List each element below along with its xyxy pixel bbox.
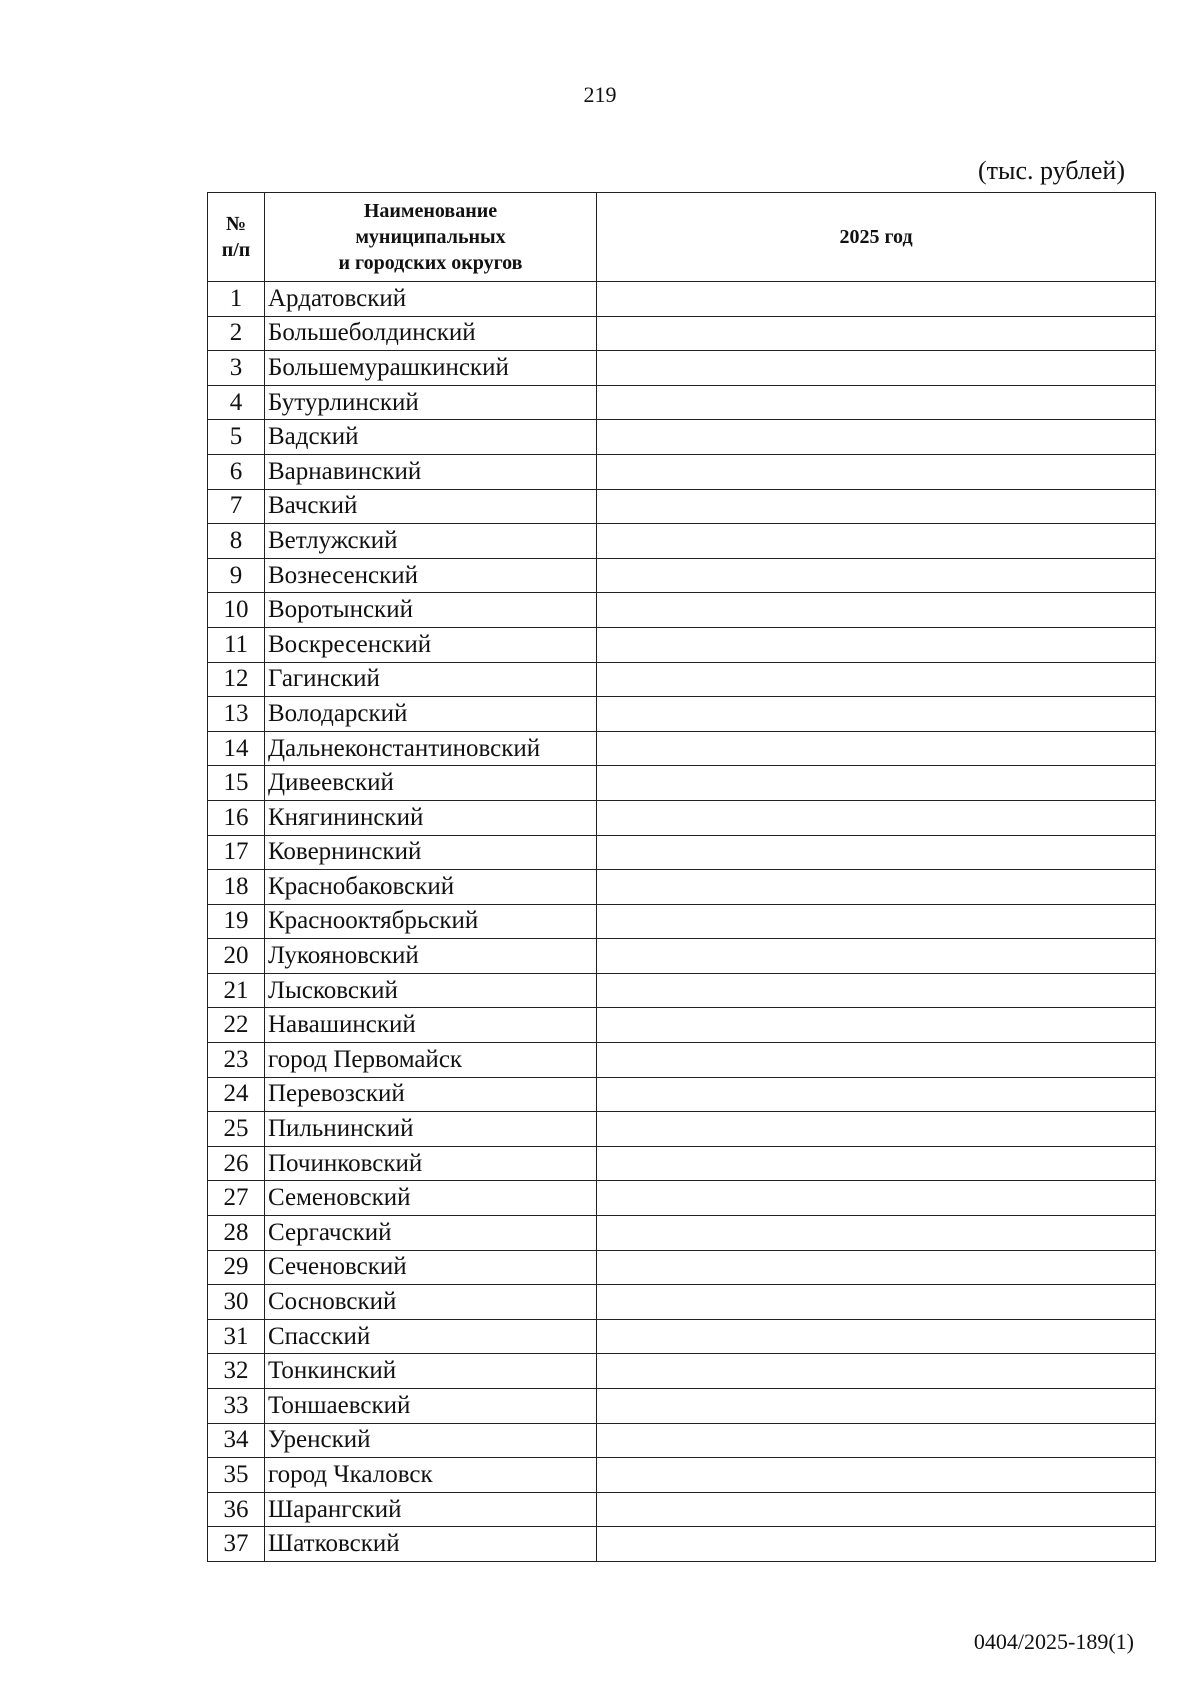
row-number-cell: 5 xyxy=(208,420,265,455)
table-row xyxy=(208,1181,1156,1216)
row-name-cell: Сеченовский xyxy=(265,1250,597,1285)
table-header xyxy=(208,193,1156,282)
row-value-cell xyxy=(597,835,1156,870)
row-number-cell: 4 xyxy=(208,385,265,420)
row-name-cell: Вознесенский xyxy=(265,558,597,593)
table-row xyxy=(208,1250,1156,1285)
header-name-line1: Наименование xyxy=(363,200,498,222)
row-name-cell: Гагинский xyxy=(265,662,597,697)
row-number-cell: 19 xyxy=(208,904,265,939)
row-name-cell: Перевозский xyxy=(265,1077,597,1112)
row-name-cell: Дальнеконстантиновский xyxy=(265,731,597,766)
row-name-cell: город Первомайск xyxy=(265,1043,597,1078)
row-name-cell: Большеболдинский xyxy=(265,316,597,351)
row-number-cell: 8 xyxy=(208,524,265,559)
row-name-cell: Лукояновский xyxy=(265,939,597,974)
row-number-cell: 25 xyxy=(208,1112,265,1147)
row-number-cell: 14 xyxy=(208,731,265,766)
row-number-cell: 24 xyxy=(208,1077,265,1112)
row-name-cell: Бутурлинский xyxy=(265,385,597,420)
row-name-cell: Ардатовский xyxy=(265,282,597,317)
row-name-cell: Уренский xyxy=(265,1423,597,1458)
table-row xyxy=(208,1389,1156,1424)
row-value-cell xyxy=(597,766,1156,801)
table-body xyxy=(208,282,1156,1562)
table-row xyxy=(208,1319,1156,1354)
row-name-cell: Краснобаковский xyxy=(265,870,597,905)
table-row xyxy=(208,1354,1156,1389)
row-value-cell xyxy=(597,524,1156,559)
header-name-line3: и городских округов xyxy=(338,252,523,274)
row-name-cell: Семеновский xyxy=(265,1181,597,1216)
row-number-cell: 10 xyxy=(208,593,265,628)
row-number-cell: 27 xyxy=(208,1181,265,1216)
row-value-cell xyxy=(597,1285,1156,1320)
row-value-cell xyxy=(597,489,1156,524)
row-number-cell: 35 xyxy=(208,1458,265,1493)
row-number-cell: 26 xyxy=(208,1146,265,1181)
table-row xyxy=(208,1527,1156,1562)
row-name-cell: Шатковский xyxy=(265,1527,597,1562)
header-name-line2: муниципальных xyxy=(355,226,506,248)
table-row xyxy=(208,1423,1156,1458)
row-number-cell: 1 xyxy=(208,282,265,317)
header-year: 2025 год xyxy=(597,193,1156,282)
row-number-cell: 17 xyxy=(208,835,265,870)
page-number: 219 xyxy=(583,82,617,107)
table-row xyxy=(208,489,1156,524)
table-row xyxy=(208,1216,1156,1251)
document-code: 0404/2025-189(1) xyxy=(973,1629,1134,1654)
row-value-cell xyxy=(597,1354,1156,1389)
row-name-cell: Большемурашкинский xyxy=(265,351,597,386)
row-value-cell xyxy=(597,351,1156,386)
row-number-cell: 6 xyxy=(208,454,265,489)
table-row xyxy=(208,662,1156,697)
row-value-cell xyxy=(597,1423,1156,1458)
row-value-cell xyxy=(597,1319,1156,1354)
row-name-cell: Дивеевский xyxy=(265,766,597,801)
row-value-cell xyxy=(597,697,1156,732)
table-row xyxy=(208,697,1156,732)
row-value-cell xyxy=(597,1492,1156,1527)
row-value-cell xyxy=(597,662,1156,697)
row-name-cell: Тоншаевский xyxy=(265,1389,597,1424)
row-value-cell xyxy=(597,316,1156,351)
table-row xyxy=(208,800,1156,835)
row-value-cell xyxy=(597,939,1156,974)
row-name-cell: Ветлужский xyxy=(265,524,597,559)
table-row xyxy=(208,1043,1156,1078)
row-value-cell xyxy=(597,731,1156,766)
row-number-cell: 20 xyxy=(208,939,265,974)
table-row xyxy=(208,454,1156,489)
allocation-table xyxy=(207,192,1156,1562)
units-label: (тыс. рублей) xyxy=(977,156,1125,185)
row-number-cell: 36 xyxy=(208,1492,265,1527)
row-number-cell: 11 xyxy=(208,627,265,662)
row-number-cell: 29 xyxy=(208,1250,265,1285)
row-name-cell: Сосновский xyxy=(265,1285,597,1320)
row-name-cell: Тонкинский xyxy=(265,1354,597,1389)
row-value-cell xyxy=(597,800,1156,835)
row-name-cell: Починковский xyxy=(265,1146,597,1181)
table-row xyxy=(208,1112,1156,1147)
row-name-cell: Воскресенский xyxy=(265,627,597,662)
row-number-cell: 30 xyxy=(208,1285,265,1320)
row-value-cell xyxy=(597,1112,1156,1147)
row-value-cell xyxy=(597,1181,1156,1216)
row-number-cell: 7 xyxy=(208,489,265,524)
row-number-cell: 31 xyxy=(208,1319,265,1354)
row-value-cell xyxy=(597,1527,1156,1562)
row-value-cell xyxy=(597,1458,1156,1493)
table-row xyxy=(208,558,1156,593)
row-number-cell: 18 xyxy=(208,870,265,905)
table-row xyxy=(208,316,1156,351)
table-row xyxy=(208,973,1156,1008)
row-name-cell: Воротынский xyxy=(265,593,597,628)
table-row xyxy=(208,627,1156,662)
table-row xyxy=(208,835,1156,870)
row-name-cell: Володарский xyxy=(265,697,597,732)
row-name-cell: Вачский xyxy=(265,489,597,524)
row-number-cell: 23 xyxy=(208,1043,265,1078)
row-name-cell: Лысковский xyxy=(265,973,597,1008)
row-value-cell xyxy=(597,454,1156,489)
table-row xyxy=(208,1146,1156,1181)
row-number-cell: 34 xyxy=(208,1423,265,1458)
row-value-cell xyxy=(597,973,1156,1008)
table-row xyxy=(208,524,1156,559)
row-name-cell: Варнавинский xyxy=(265,454,597,489)
table-row xyxy=(208,385,1156,420)
row-value-cell xyxy=(597,904,1156,939)
table-row xyxy=(208,870,1156,905)
table-row xyxy=(208,1285,1156,1320)
row-value-cell xyxy=(597,1008,1156,1043)
row-number-cell: 32 xyxy=(208,1354,265,1389)
table-row xyxy=(208,593,1156,628)
table-row xyxy=(208,351,1156,386)
table-row xyxy=(208,1492,1156,1527)
table-row xyxy=(208,282,1156,317)
row-name-cell: Навашинский xyxy=(265,1008,597,1043)
row-number-cell: 22 xyxy=(208,1008,265,1043)
table-row xyxy=(208,1077,1156,1112)
table-row xyxy=(208,939,1156,974)
table-header-row xyxy=(208,193,1156,282)
row-number-cell: 28 xyxy=(208,1216,265,1251)
row-value-cell xyxy=(597,420,1156,455)
row-value-cell xyxy=(597,385,1156,420)
row-value-cell xyxy=(597,870,1156,905)
row-number-cell: 15 xyxy=(208,766,265,801)
row-name-cell: Ковернинский xyxy=(265,835,597,870)
table-row xyxy=(208,420,1156,455)
row-name-cell: Спасский xyxy=(265,1319,597,1354)
header-name xyxy=(265,193,597,282)
row-number-cell: 21 xyxy=(208,973,265,1008)
table-row xyxy=(208,766,1156,801)
row-name-cell: город Чкаловск xyxy=(265,1458,597,1493)
row-number-cell: 9 xyxy=(208,558,265,593)
row-name-cell: Шарангский xyxy=(265,1492,597,1527)
table-row xyxy=(208,1008,1156,1043)
row-value-cell xyxy=(597,1389,1156,1424)
row-number-cell: 3 xyxy=(208,351,265,386)
row-value-cell xyxy=(597,1146,1156,1181)
row-value-cell xyxy=(597,282,1156,317)
row-value-cell xyxy=(597,1077,1156,1112)
table-row xyxy=(208,904,1156,939)
row-name-cell: Пильнинский xyxy=(265,1112,597,1147)
row-number-cell: 33 xyxy=(208,1389,265,1424)
row-value-cell xyxy=(597,1216,1156,1251)
row-number-cell: 37 xyxy=(208,1527,265,1562)
row-value-cell xyxy=(597,1043,1156,1078)
row-number-cell: 12 xyxy=(208,662,265,697)
row-number-cell: 13 xyxy=(208,697,265,732)
table-row xyxy=(208,1458,1156,1493)
row-number-cell: 16 xyxy=(208,800,265,835)
row-value-cell xyxy=(597,593,1156,628)
table-row xyxy=(208,731,1156,766)
row-name-cell: Вадский xyxy=(265,420,597,455)
header-number-line1: № xyxy=(225,213,247,235)
row-name-cell: Княгининский xyxy=(265,800,597,835)
row-value-cell xyxy=(597,1250,1156,1285)
row-value-cell xyxy=(597,627,1156,662)
header-number xyxy=(208,193,265,282)
header-number-line2: п/п xyxy=(221,239,251,261)
row-name-cell: Краснооктябрьский xyxy=(265,904,597,939)
row-name-cell: Сергачский xyxy=(265,1216,597,1251)
row-value-cell xyxy=(597,558,1156,593)
row-number-cell: 2 xyxy=(208,316,265,351)
